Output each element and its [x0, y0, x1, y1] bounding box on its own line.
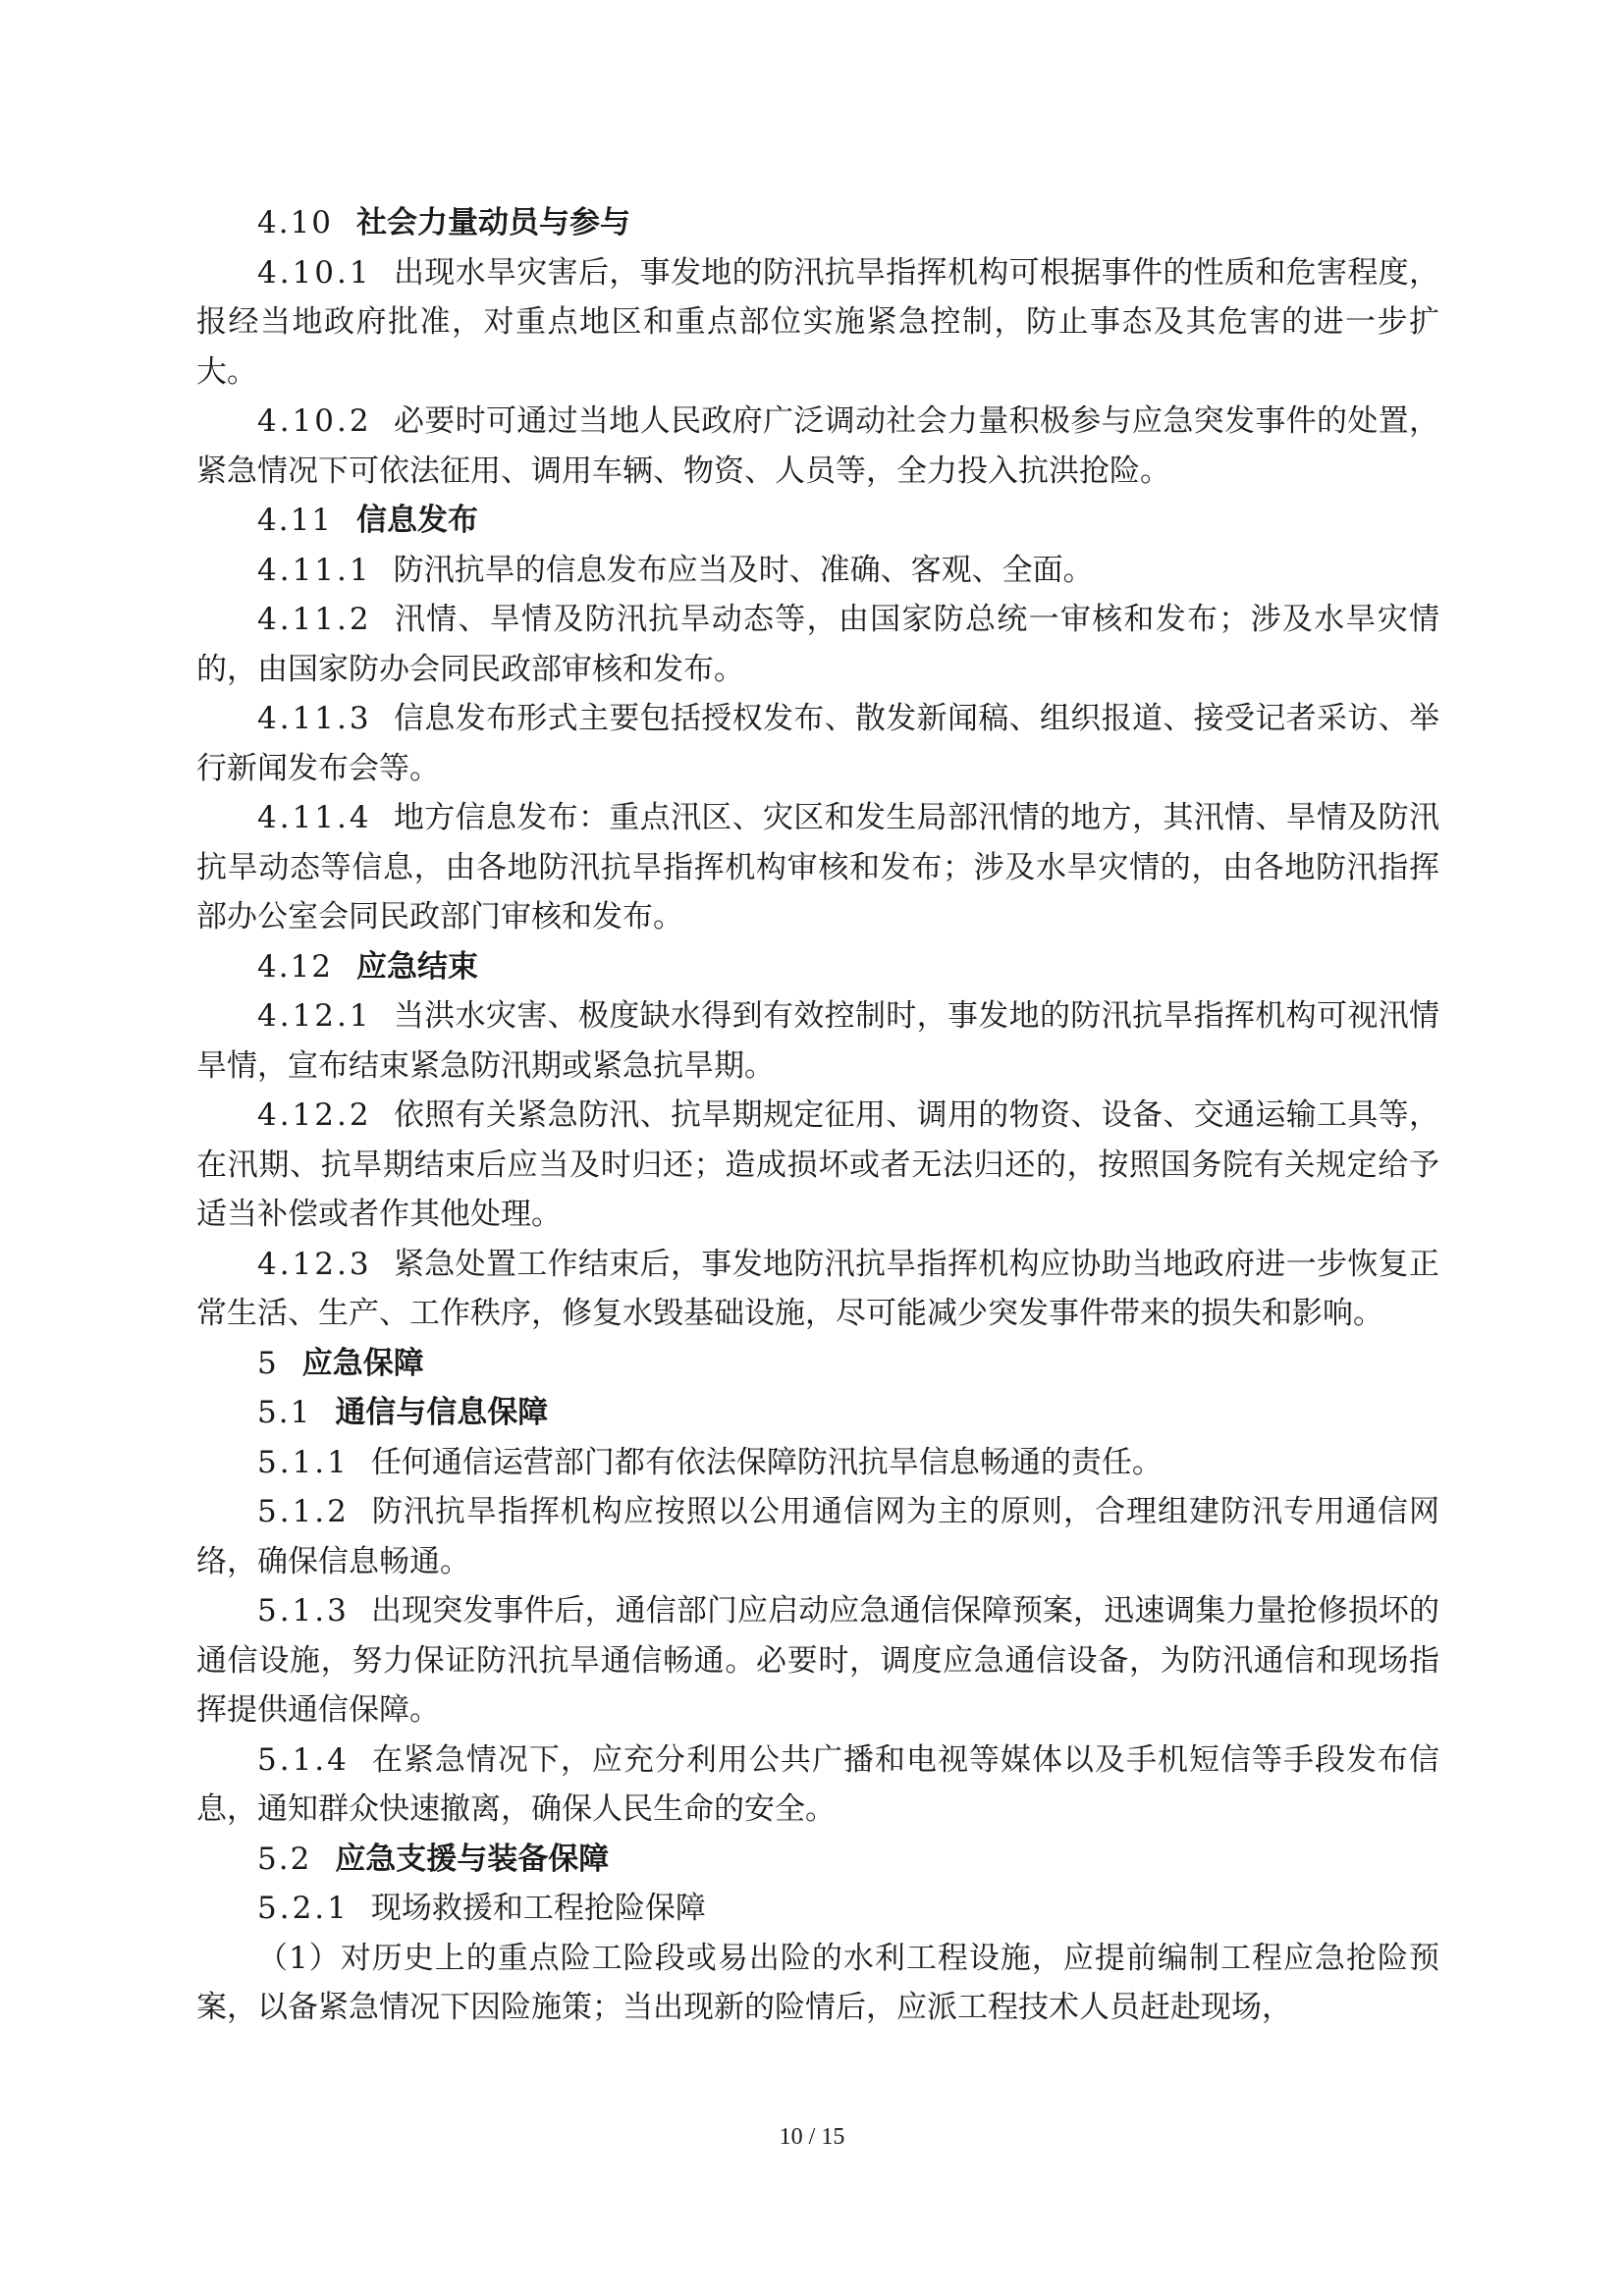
paragraph: 4.12.3 紧急处置工作结束后，事发地防汛抗旱指挥机构应协助当地政府进一步恢复正常生活、生产、工作秩序，修复水毁基础设施，尽可能减少突发事件带来的损失和影响。 — [196, 1246, 1439, 1331]
paragraph: 4.11.2 汛情、旱情及防汛抗旱动态等，由国家防总统一审核和发布；涉及水旱灾情的，由国家防办会同民政部审核和发布。 — [196, 602, 1439, 687]
paragraph: 5.1.3 出现突发事件后，通信部门应启动应急通信保障预案，迅速调集力量抢修损坏的通信设施，努力保证防汛抗旱通信畅通。必要时，调度应急通信设备，为防汛通信和现场指挥提供通信保障。 — [196, 1593, 1439, 1728]
page-number: 10 / 15 — [779, 2124, 845, 2150]
paragraph: 5.1.4 在紧急情况下，应充分利用公共广播和电视等媒体以及手机短信等手段发布信息，通知群众快速撤离，确保人民生命的安全。 — [196, 1741, 1439, 1827]
section-heading: 5.2 应急支援与装备保障 — [257, 1841, 610, 1877]
document-body — [196, 198, 1439, 2033]
section-heading: 4.11 信息发布 — [257, 503, 479, 538]
paragraph: 5.1.1 任何通信运营部门都有依法保障防汛抗旱信息畅通的责任。 — [257, 1444, 1163, 1480]
paragraph: 4.11.3 信息发布形式主要包括授权发布、散发新闻稿、组织报道、接受记者采访、举行新闻发布会等。 — [196, 701, 1439, 786]
section-heading: 4.10 社会力量动员与参与 — [257, 205, 631, 240]
paragraph: 4.12.2 依照有关紧急防汛、抗旱期规定征用、调用的物资、设备、交通运输工具等，在汛期、抗旱期结束后应当及时归还；造成损坏或者无法归还的，按照国务院有关规定给予适当补偿或者作其他处理。 — [196, 1097, 1439, 1232]
paragraph: 4.11.1 防汛抗旱的信息发布应当及时、准确、客观、全面。 — [257, 552, 1094, 588]
paragraph: （1）对历史上的重点险工险段或易出险的水利工程设施，应提前编制工程应急抢险预案，以备紧急情况下因险施策；当出现新的险情后，应派工程技术人员赶赴现场， — [196, 1940, 1439, 2025]
paragraph: 4.12.1 当洪水灾害、极度缺水得到有效控制时，事发地的防汛抗旱指挥机构可视汛情旱情，宣布结束紧急防汛期或紧急抗旱期。 — [196, 998, 1439, 1084]
paragraph: 4.10.1 出现水旱灾害后，事发地的防汛抗旱指挥机构可根据事件的性质和危害程度，报经当地政府批准，对重点地区和重点部位实施紧急控制，防止事态及其危害的进一步扩大。 — [196, 254, 1439, 390]
section-heading: 5.1 通信与信息保障 — [257, 1395, 549, 1430]
paragraph: 4.11.4 地方信息发布：重点汛区、灾区和发生局部汛情的地方，其汛情、旱情及防汛抗旱动态等信息，由各地防汛抗旱指挥机构审核和发布；涉及水旱灾情的，由各地防汛指挥部办公室会同民政部门审核和发布。 — [196, 800, 1439, 934]
chapter-heading: 5 应急保障 — [257, 1345, 424, 1381]
paragraph: 5.1.2 防汛抗旱指挥机构应按照以公用通信网为主的原则，合理组建防汛专用通信网络，确保信息畅通。 — [196, 1494, 1439, 1579]
paragraph: 4.10.2 必要时可通过当地人民政府广泛调动社会力量积极参与应急突发事件的处置，紧急情况下可依法征用、调用车辆、物资、人员等，全力投入抗洪抢险。 — [196, 403, 1439, 489]
paragraph: 5.2.1 现场救援和工程抢险保障 — [257, 1891, 706, 1926]
section-heading: 4.12 应急结束 — [257, 948, 479, 985]
